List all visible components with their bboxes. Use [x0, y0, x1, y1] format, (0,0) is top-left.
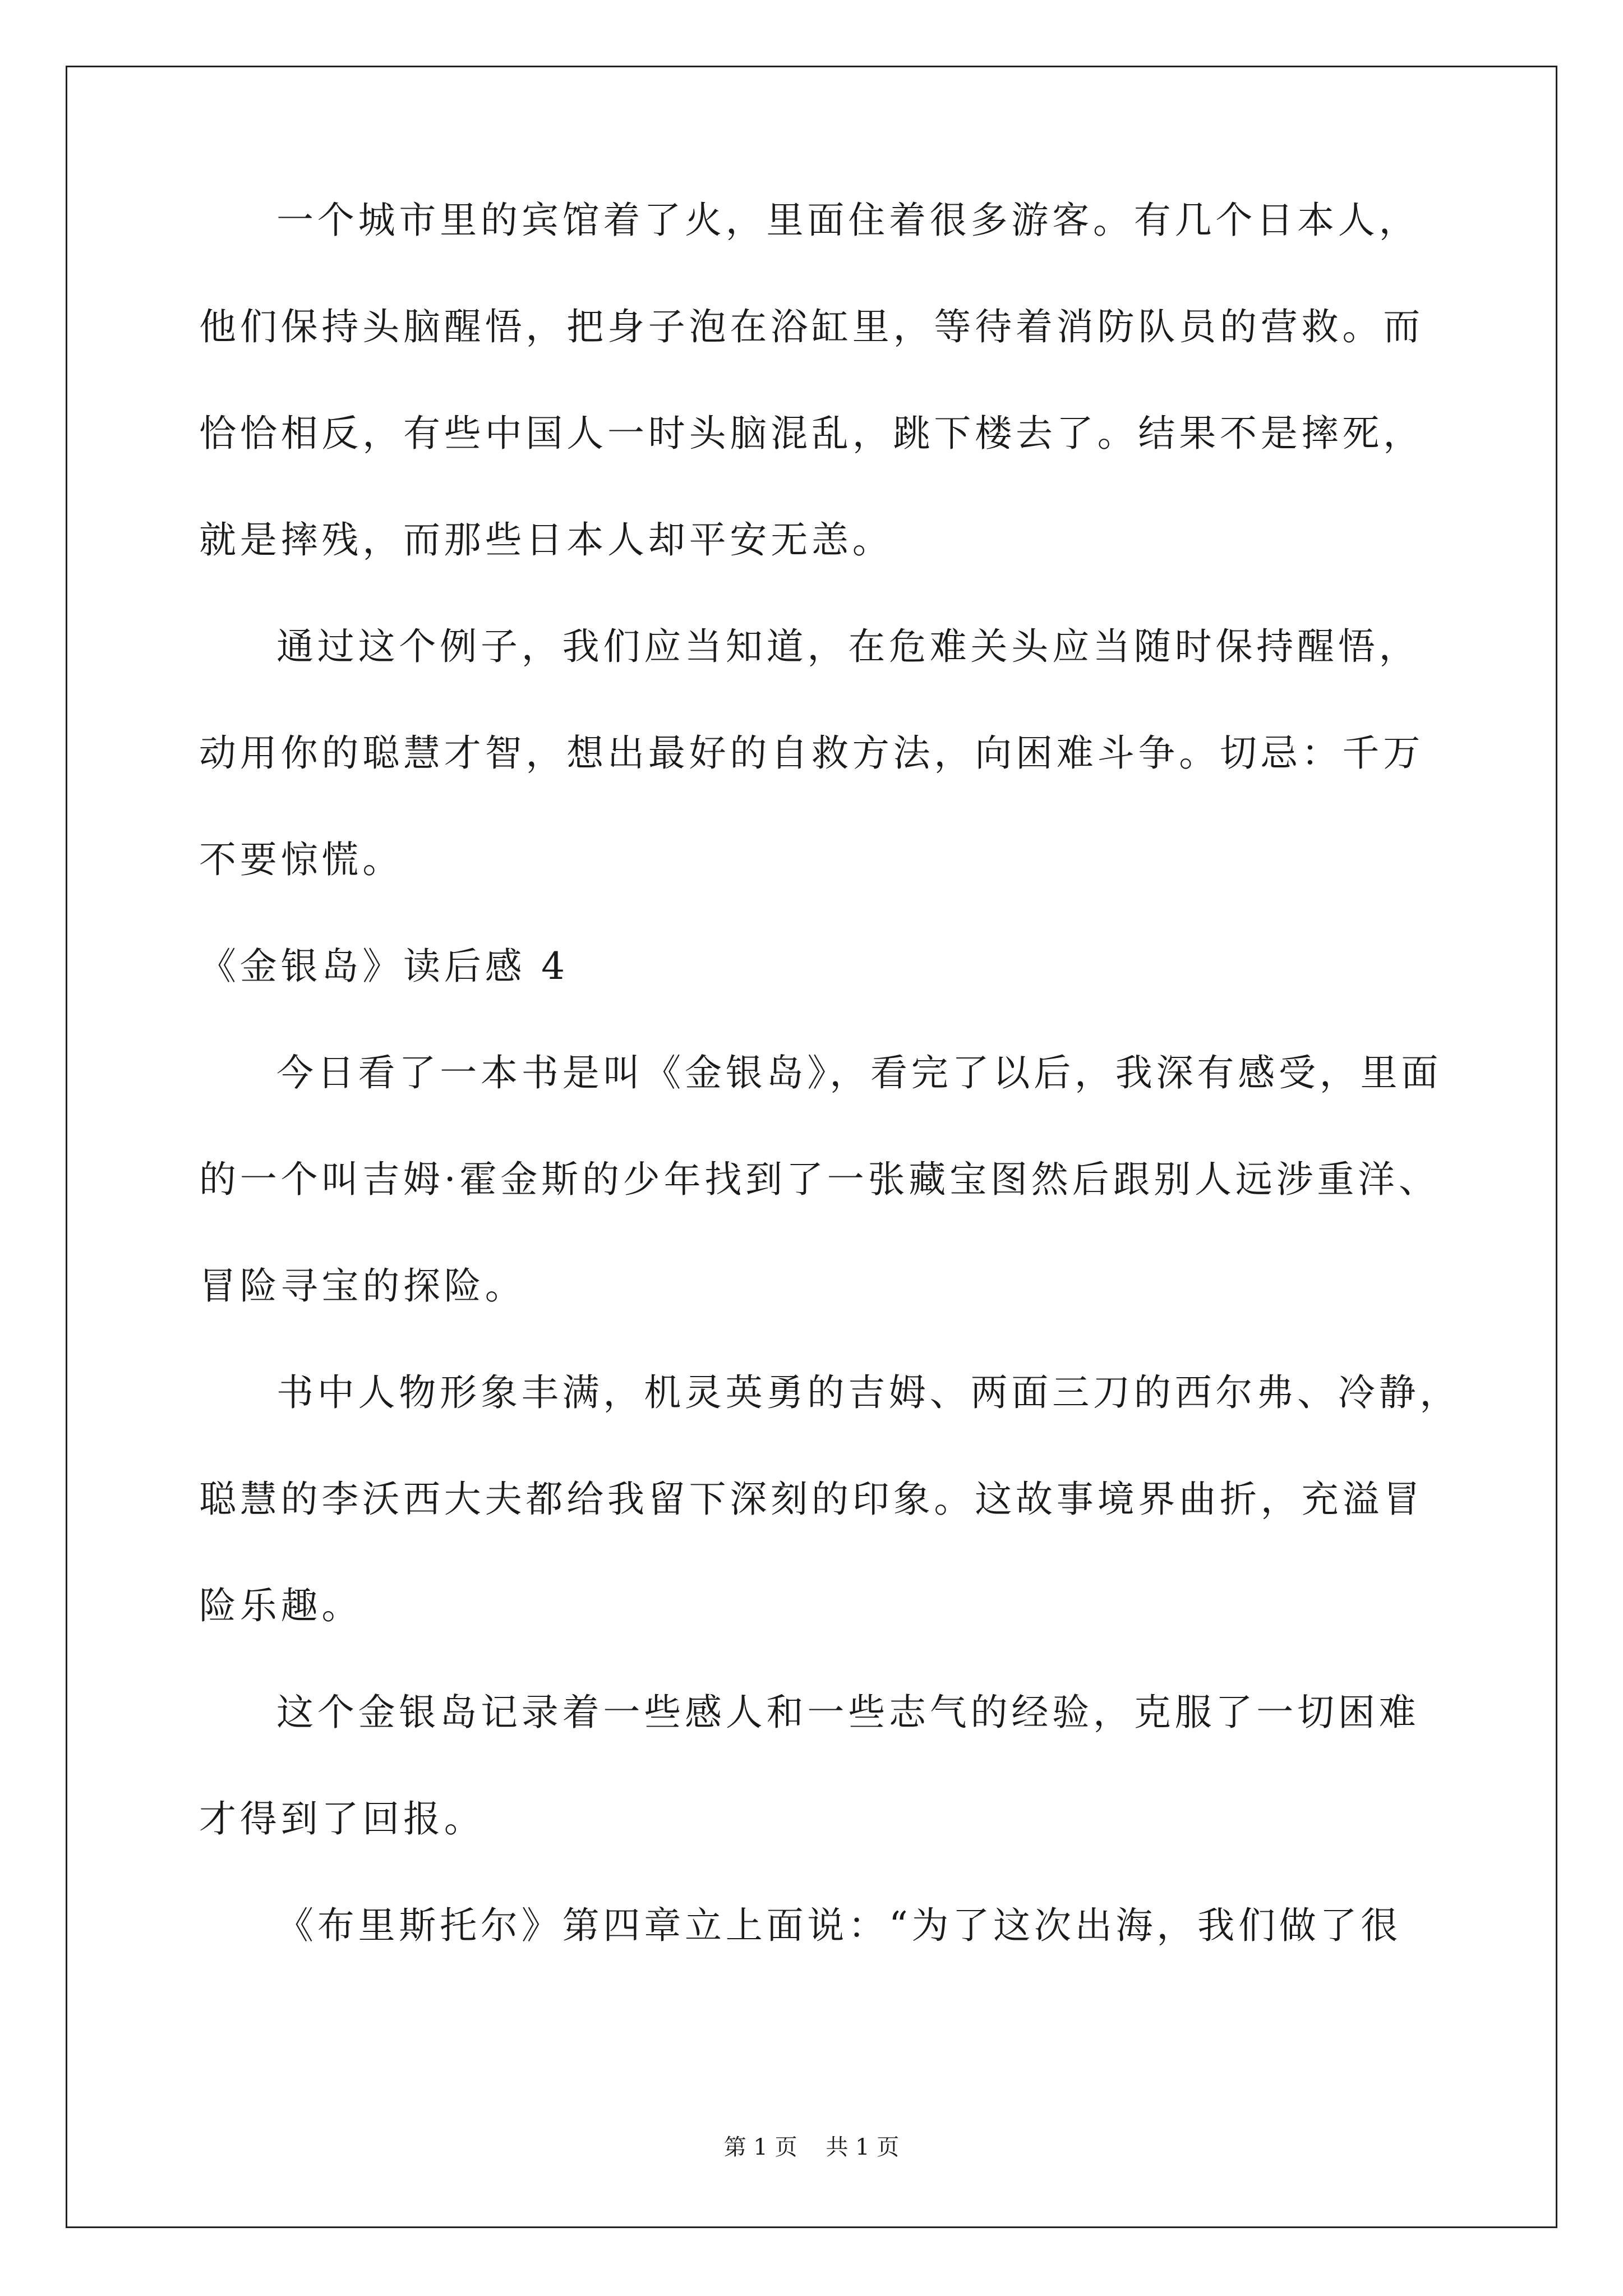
paragraph-line: 聪慧的李沃西大夫都给我留下深刻的印象。这故事境界曲折，充溢冒	[199, 1478, 1424, 1521]
paragraph-line: 一个城市里的宾馆着了火，里面住着很多游客。有几个日本人，	[276, 199, 1420, 242]
paragraph-line: 今日看了一本书是叫《金银岛》，看完了以后，我深有感受，里面	[276, 1051, 1442, 1094]
paragraph-line: 书中人物形象丰满，机灵英勇的吉姆、两面三刀的西尔弗、冷静，	[276, 1371, 1461, 1414]
section-heading: 《金银岛》读后感 4	[199, 945, 569, 988]
paragraph-line: 动用你的聪慧才智，想出最好的自救方法，向困难斗争。切忌：千万	[199, 731, 1424, 775]
paragraph-line: 这个金银岛记录着一些感人和一些志气的经验，克服了一切困难	[276, 1691, 1420, 1734]
paragraph-line: 通过这个例子，我们应当知道，在危难关头应当随时保持醒悟，	[276, 625, 1420, 668]
paragraph-line: 就是摔残，而那些日本人却平安无恙。	[199, 518, 893, 562]
paragraph-line: 的一个叫吉姆·霍金斯的少年找到了一张藏宝图然后跟别人远涉重洋、	[199, 1158, 1440, 1201]
paragraph-line: 不要惊慌。	[199, 838, 403, 881]
paragraph-line: 《布里斯托尔》第四章立上面说：“为了这次出海，我们做了很	[276, 1904, 1402, 1947]
paragraph-line: 才得到了回报。	[199, 1797, 485, 1841]
paragraph-line: 恰恰相反，有些中国人一时头脑混乱，跳下楼去了。结果不是摔死，	[199, 412, 1424, 455]
paragraph-line: 他们保持头脑醒悟，把身子泡在浴缸里，等待着消防队员的营救。而	[199, 305, 1424, 348]
paragraph-line: 险乐趣。	[199, 1584, 363, 1627]
page-footer: 第 1 页 共 1 页	[723, 2134, 900, 2160]
paragraph-line: 冒险寻宝的探险。	[199, 1264, 526, 1308]
